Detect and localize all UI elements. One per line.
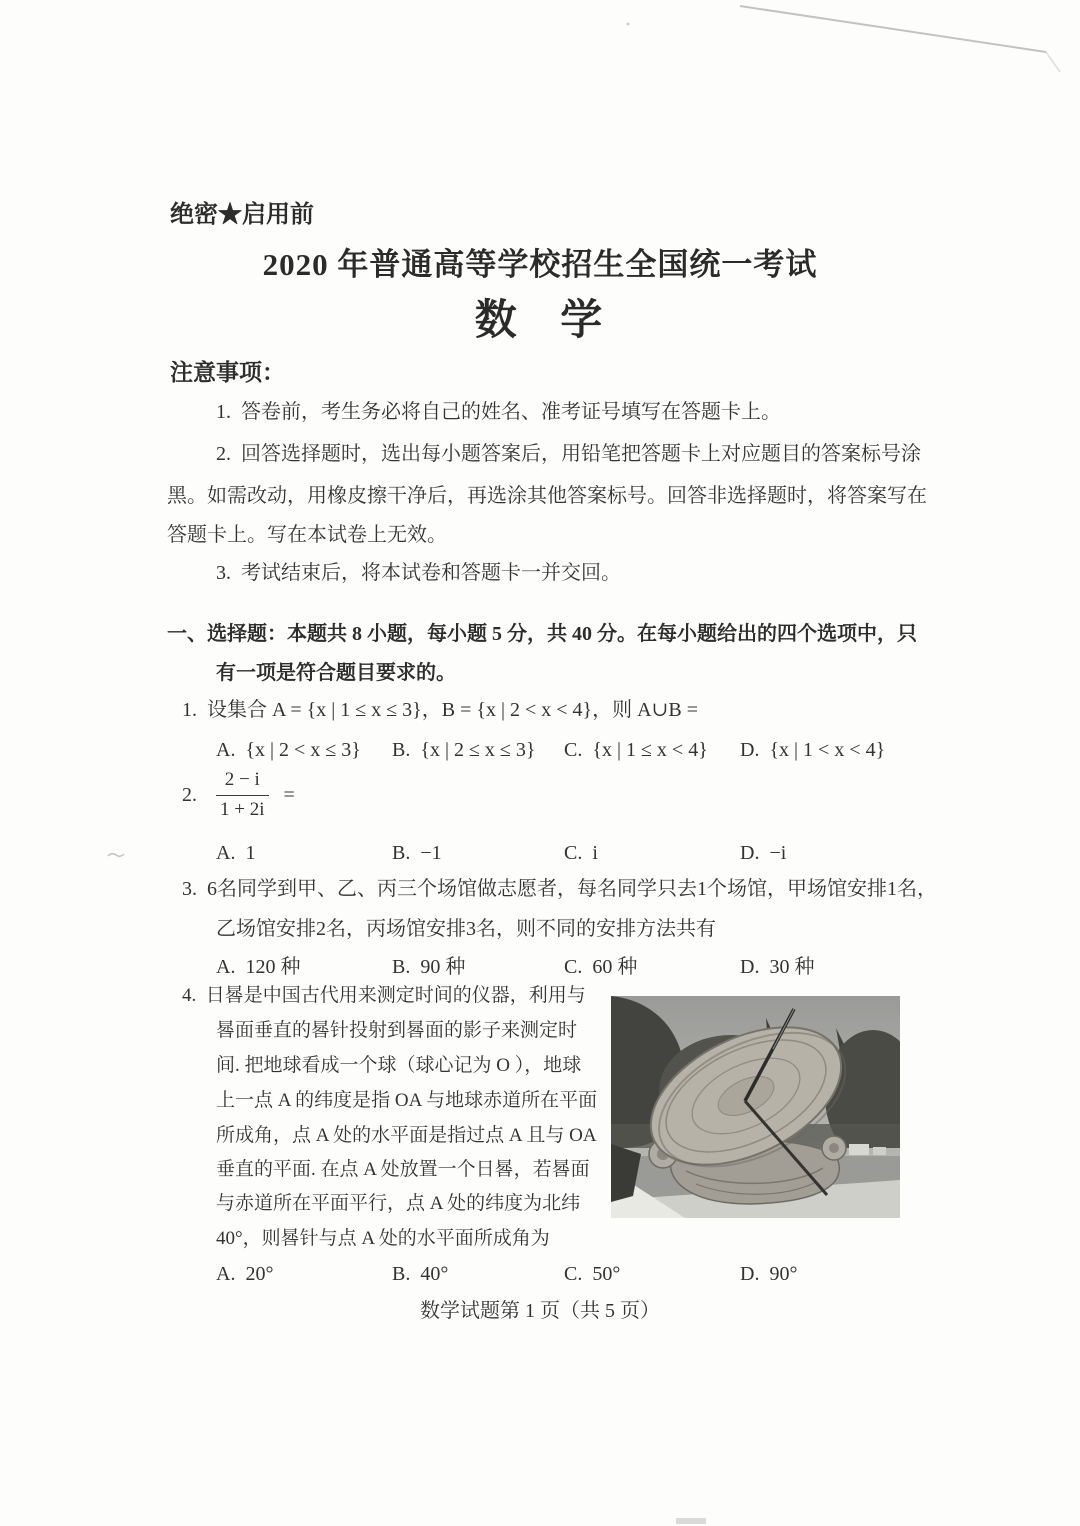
section-heading-line-1: 一、选择题：本题共 8 小题，每小题 5 分，共 40 分。在每小题给出的四个选项中，只 (167, 623, 917, 645)
subject-title: 数 学 (474, 298, 606, 344)
q1-option-b: B. {x | 2 ≤ x ≤ 3} (392, 739, 536, 761)
question-3-line-1: 3. 6名同学到甲、乙、丙三个场馆做志愿者，每名同学只去1个场馆，甲场馆安排1名， (182, 878, 937, 900)
notice-line-1: 1. 答卷前，考生务必将自己的姓名、准考证号填写在答题卡上。 (216, 401, 781, 423)
q1-option-c: C. {x | 1 ≤ x < 4} (564, 739, 708, 761)
page-footer: 数学试题第 1 页（共 5 页） (420, 1300, 660, 1322)
q2-fraction-numerator: 2 − i (216, 768, 269, 796)
question-3-options (216, 950, 916, 979)
q1-option-a: A. {x | 2 < x ≤ 3} (216, 739, 361, 761)
q2-number: 2. (182, 783, 197, 806)
question-3-line-2: 乙场馆安排2名，丙场馆安排3名，则不同的安排方法共有 (216, 918, 716, 940)
notice-line-4: 答题卡上。写在本试卷上无效。 (167, 524, 447, 546)
question-4-line-1: 4. 日晷是中国古代用来测定时间的仪器，利用与 (182, 985, 586, 1006)
sundial-photo (611, 996, 900, 1218)
question-2-options (216, 842, 916, 865)
question-4-line-5: 所成角，点 A 处的水平面是指过点 A 且与 OA (216, 1125, 597, 1146)
q3-option-d: D. 30 种 (740, 956, 815, 978)
question-4-options (216, 1263, 916, 1286)
q2-option-b: B. −1 (392, 842, 442, 864)
q2-equals-sign: = (283, 783, 295, 806)
q2-option-d: D. −i (740, 842, 787, 864)
question-1-stem: 1. 设集合 A = {x | 1 ≤ x ≤ 3}，B = {x | 2 < x < 4}，则 A∪B = (182, 699, 698, 721)
section-heading-line-2: 有一项是符合题目要求的。 (216, 662, 456, 684)
notice-line-5: 3. 考试结束后，将本试卷和答题卡一并交回。 (216, 562, 621, 584)
q2-option-c: C. i (564, 842, 598, 864)
q3-option-b: B. 90 种 (392, 956, 466, 978)
question-4-line-7: 与赤道所在平面平行，点 A 处的纬度为北纬 (216, 1193, 581, 1214)
q3-option-c: C. 60 种 (564, 956, 638, 978)
exam-title: 2020 年普通高等学校招生全国统一考试 (262, 247, 818, 282)
notice-line-3: 黑。如需改动，用橡皮擦干净后，再选涂其他答案标号。回答非选择题时，将答案写在 (167, 485, 927, 507)
question-4-line-8: 40°，则晷针与点 A 处的水平面所成角为 (216, 1228, 550, 1249)
q4-option-d: D. 90° (740, 1263, 798, 1285)
q2-option-a: A. 1 (216, 842, 256, 864)
notice-heading: 注意事项： (170, 360, 285, 385)
q2-fraction (211, 768, 274, 822)
q3-option-a: A. 120 种 (216, 956, 301, 978)
q1-option-d: D. {x | 1 < x < 4} (740, 739, 886, 761)
q4-option-a: A. 20° (216, 1263, 274, 1285)
question-2-stem (182, 768, 295, 822)
q4-option-c: C. 50° (564, 1263, 621, 1285)
question-4-line-2: 晷面垂直的晷针投射到晷面的影子来测定时 (216, 1020, 578, 1041)
question-1-options (216, 739, 916, 762)
question-4-line-6: 垂直的平面. 在点 A 处放置一个日晷，若晷面 (216, 1159, 590, 1180)
q4-option-b: B. 40° (392, 1263, 449, 1285)
classification-label: 绝密★启用前 (170, 202, 314, 228)
question-4-line-3: 间. 把地球看成一个球（球心记为 O ），地球 (216, 1055, 582, 1076)
notice-line-2: 2. 回答选择题时，选出每小题答案后，用铅笔把答题卡上对应题目的答案标号涂 (216, 443, 921, 465)
q2-fraction-denominator: 1 + 2i (220, 798, 265, 820)
question-4-line-4: 上一点 A 的纬度是指 OA 与地球赤道所在平面 (216, 1090, 598, 1111)
